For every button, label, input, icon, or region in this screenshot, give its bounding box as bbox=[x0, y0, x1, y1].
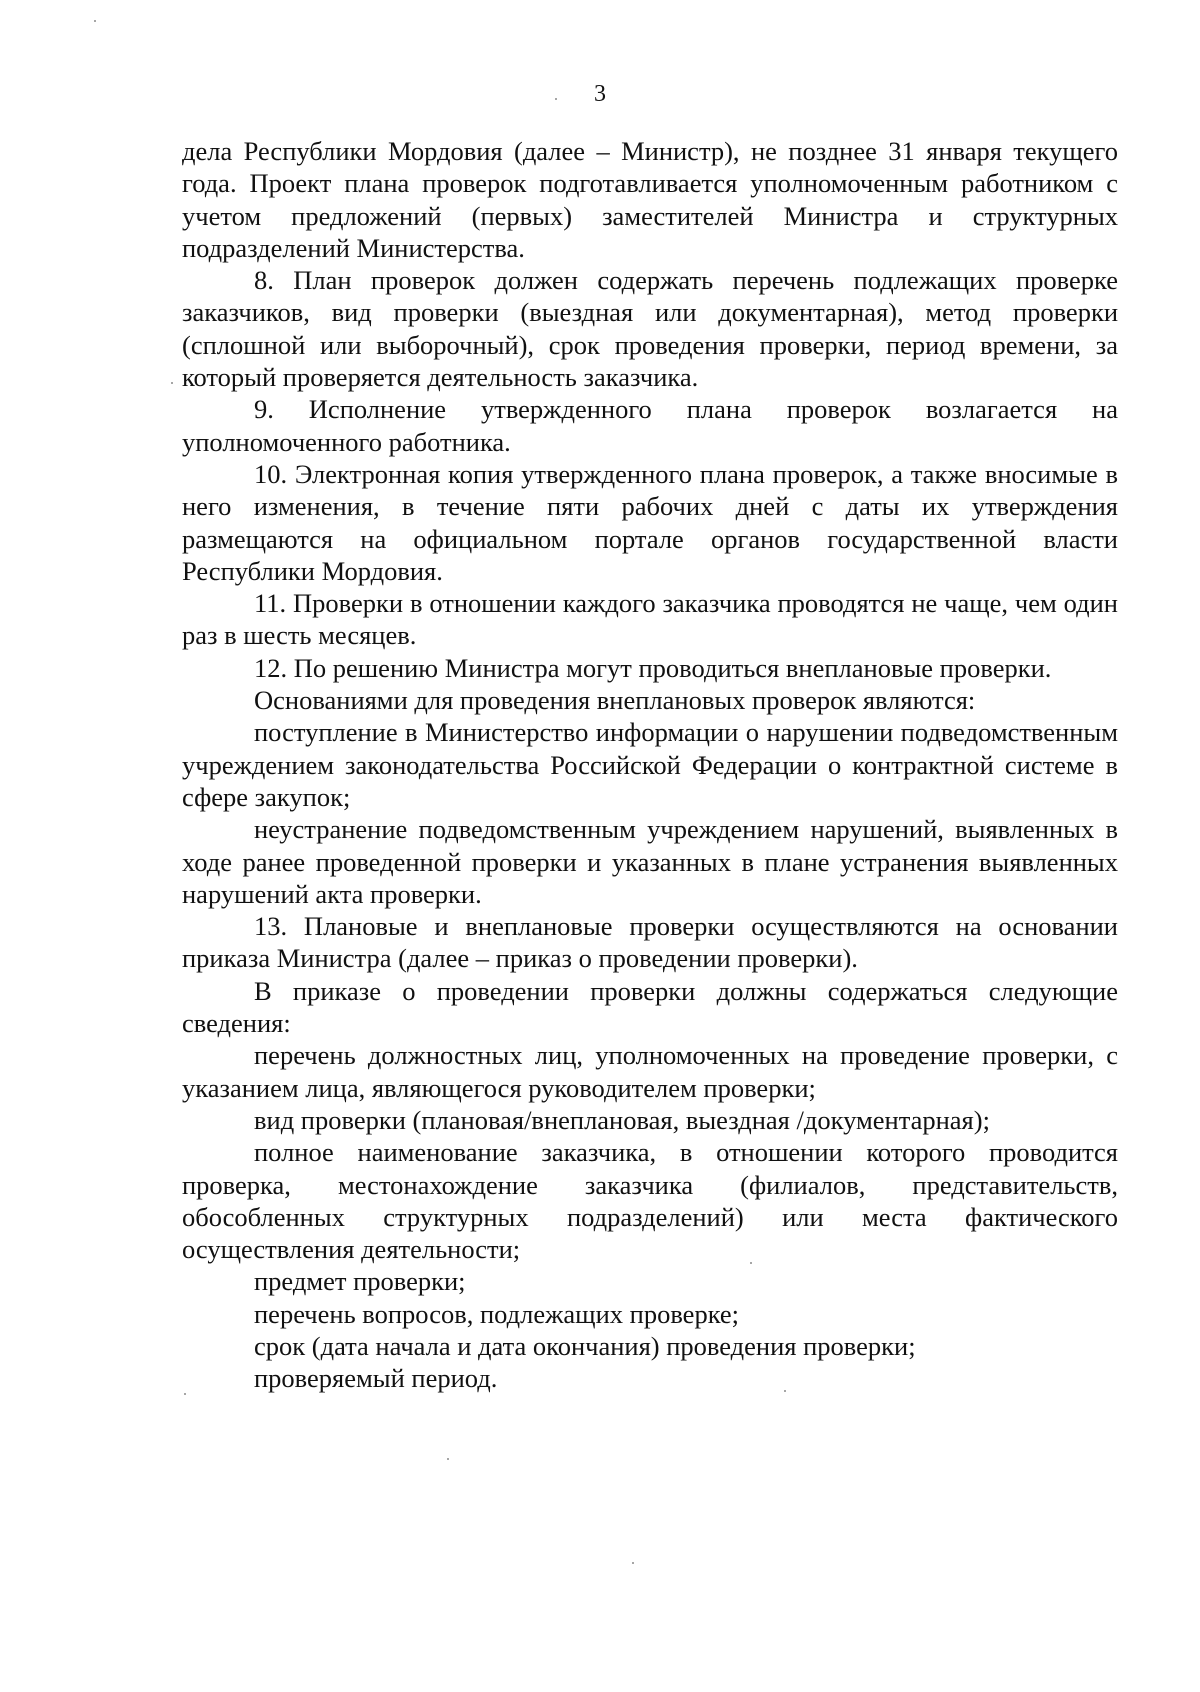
paragraph-order-item-5: перечень вопросов, подлежащих проверке; bbox=[254, 1298, 740, 1329]
scan-speck bbox=[555, 98, 557, 100]
paragraph-11: 11. Проверки в отношении каждого заказчика проводятся не чаще, чем один раз в шесть месяцев. bbox=[182, 588, 1118, 651]
paragraph-order-item-6: срок (дата начала и дата окончания) проведения проверки; bbox=[254, 1330, 916, 1361]
scan-speck bbox=[784, 1390, 786, 1392]
scan-speck bbox=[184, 1393, 186, 1395]
paragraph-10: 10. Электронная копия утвержденного плана проверок, а также вносимые в него изменения, в течение пяти рабочих дней с даты их утверждения размещаются на официальном портале органов государственной власти Республики Мордовия. bbox=[182, 458, 1118, 586]
scan-speck bbox=[750, 1262, 752, 1264]
paragraph-12: 12. По решению Министра могут проводиться внеплановые проверки. bbox=[254, 652, 1052, 683]
paragraph-order-contents-intro: В приказе о проведении проверки должны содержаться следующие сведения: bbox=[182, 975, 1118, 1039]
page-number: 3 bbox=[594, 81, 606, 107]
paragraph-grounds-intro: Основаниями для проведения внеплановых проверок являются: bbox=[254, 685, 976, 716]
paragraph-9: 9. Исполнение утвержденного плана проверок возлагается на уполномоченного работника. bbox=[182, 394, 1118, 457]
paragraph-order-item-3: полное наименование заказчика, в отношении которого проводится проверка, местонахождение заказчика (филиалов, представительств, обособленных структурных подразделений) или места фактического осуществления деятельности; bbox=[182, 1137, 1118, 1265]
document-body bbox=[182, 135, 1118, 1395]
scan-speck bbox=[171, 382, 173, 384]
scan-speck bbox=[447, 1458, 449, 1460]
paragraph-13: 13. Плановые и внеплановые проверки осуществляются на основании приказа Министра (далее – приказ о проведении проверки). bbox=[182, 911, 1118, 974]
scan-speck bbox=[94, 20, 96, 22]
paragraph-ground-1: поступление в Министерство информации о нарушении подведомственным учреждением законодательства Российской Федерации о контрактной системе в сфере закупок; bbox=[182, 717, 1118, 812]
paragraph-ground-2: неустранение подведомственным учреждением нарушений, выявленных в ходе ранее проведенной проверки и указанных в плане устранения выявленных нарушений акта проверки. bbox=[182, 814, 1118, 909]
paragraph-order-item-4: предмет проверки; bbox=[254, 1266, 466, 1297]
scan-speck bbox=[632, 1562, 634, 1564]
paragraph-order-item-1: перечень должностных лиц, уполномоченных на проведение проверки, с указанием лица, являющегося руководителем проверки; bbox=[182, 1040, 1118, 1103]
paragraph-order-item-7: проверяемый период. bbox=[254, 1363, 498, 1394]
paragraph-order-item-2: вид проверки (плановая/внеплановая, выездная /документарная); bbox=[254, 1104, 990, 1135]
paragraph-continuation: дела Республики Мордовия (далее – Министр), не позднее 31 января текущего года. Проект плана проверок подготавливается уполномоченным работником с учетом предложений (первых) заместителей Министра и структурных подразделений Министерства. bbox=[182, 136, 1118, 263]
paragraph-8: 8. План проверок должен содержать перечень подлежащих проверке заказчиков, вид проверки (выездная или документарная), метод проверки (сплошной или выборочный), срок проведения проверки, период времени, за который проверяется деятельность заказчика. bbox=[182, 265, 1118, 393]
